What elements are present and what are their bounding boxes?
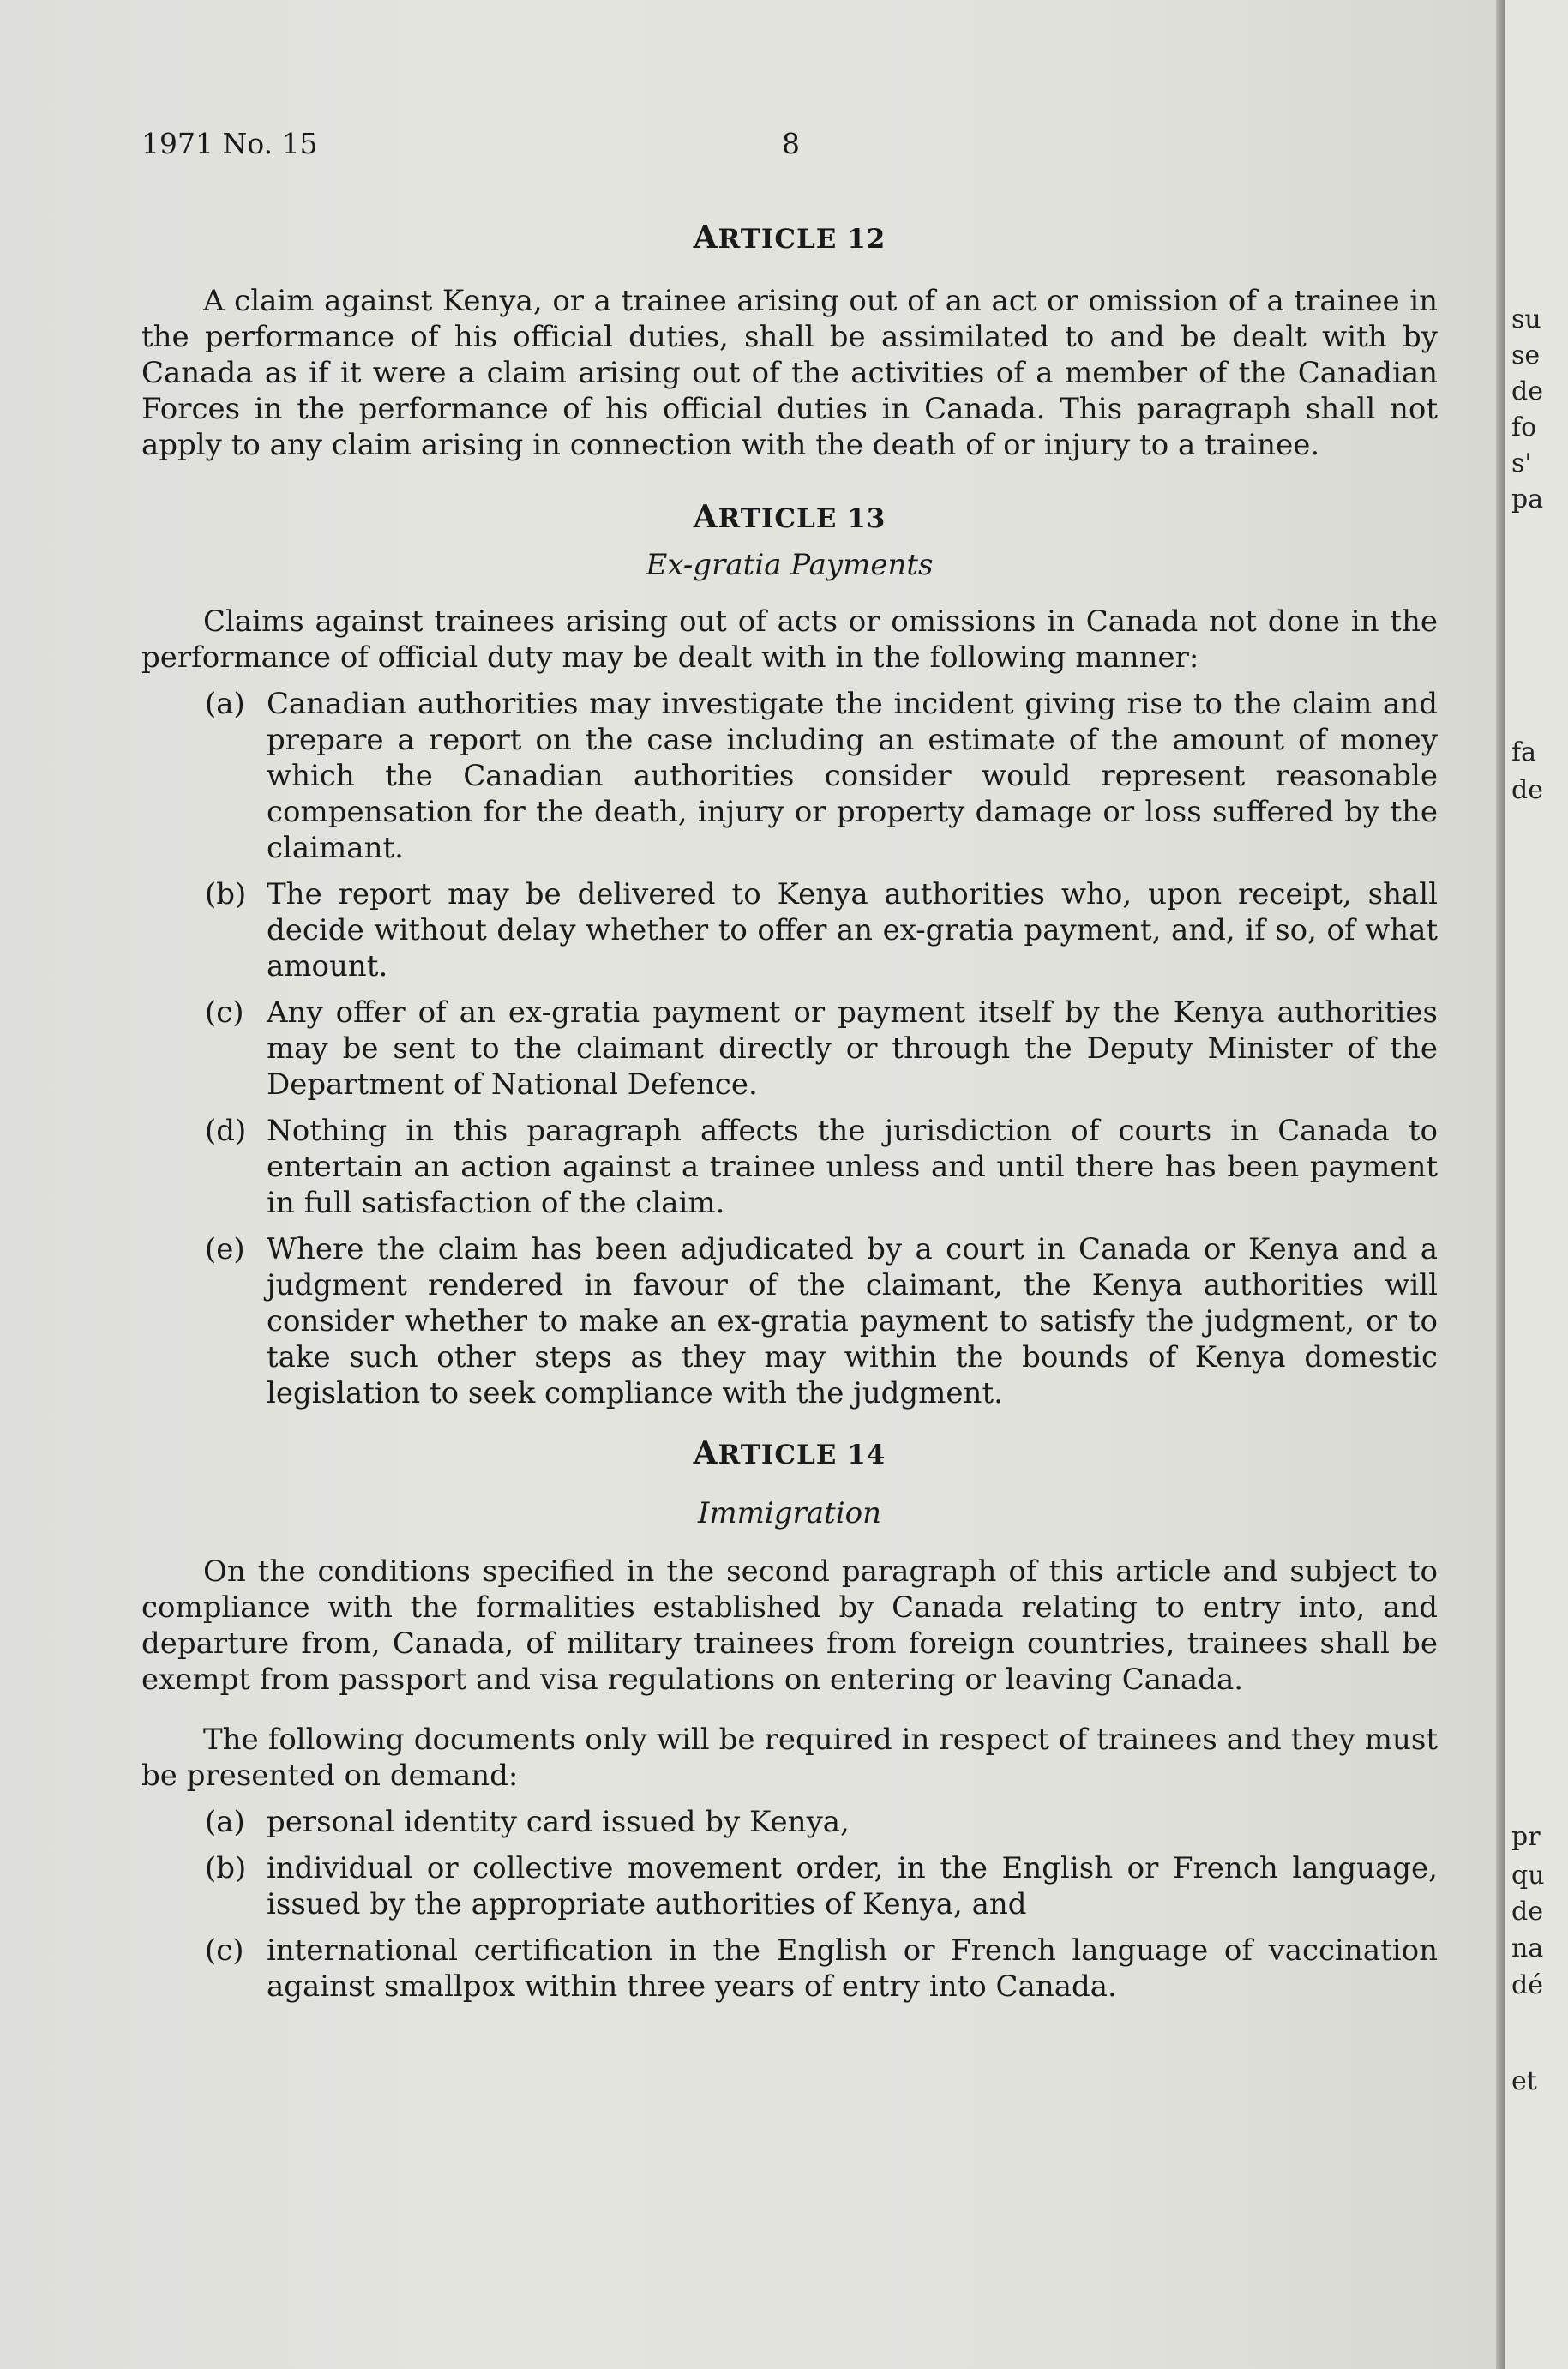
item-label: (b) [205,877,247,911]
list-item [141,686,1438,866]
facing-text-fragment: fa [1511,737,1536,767]
facing-text-fragment: pr [1511,1822,1541,1852]
facing-text-fragment: et [1511,2066,1537,2096]
page-number: 8 [782,127,800,160]
list-item [141,1850,1438,1922]
list-item [141,876,1438,984]
item-text: The report may be delivered to Kenya authorities who, upon receipt, shall decide without delay whether to offer an ex-gratia payment, and, if so, of what amount. [267,877,1438,983]
facing-text-fragment: s' [1511,448,1532,478]
page-body [141,219,1438,2005]
facing-text-fragment: de [1511,1897,1543,1927]
list-item [141,1804,1438,1840]
item-label: (e) [205,1232,245,1266]
item-text: Canadian authorities may investigate the incident giving rise to the claim and prepare a report on the case including an estimate of the amount of money which the Canadian authorities consider would represent reasonable compensation for the death, injury or property damage or loss suffered by the claimant. [267,687,1438,865]
item-text: Nothing in this paragraph affects the jurisdiction of courts in Canada to entertain an action against a trainee unless and until there has been payment in full satisfaction of the claim. [267,1114,1438,1220]
facing-text-fragment: na [1511,1933,1544,1963]
item-text: Where the claim has been adjudicated by a court in Canada or Kenya and a judgment rendered in favour of the claimant, the Kenya authorities will consider whether to make an ex-gratia payment to satisfy the judgment, or to take such other steps as they may within the bounds of Kenya domestic legislation to seek compliance with the judgment. [267,1232,1438,1410]
article-13-intro: Claims against trainees arising out of acts or omissions in Canada not done in the performance of official duty may be dealt with in the following manner: [141,604,1438,675]
facing-text-fragment: pa [1511,484,1544,514]
article-13-heading: ARTICLE 13 [693,499,886,535]
facing-text-fragment: su [1511,304,1541,334]
facing-text-fragment: dé [1511,1970,1543,2000]
item-label: (a) [205,1805,245,1839]
facing-page-edge [1505,0,1568,2369]
item-label: (c) [205,995,244,1030]
item-text: individual or collective movement order, in the English or French language, issued by the appropriate authorities of Kenya, and [267,1851,1438,1921]
facing-text-fragment: qu [1511,1861,1545,1891]
item-text: international certification in the English or French language of vaccination against smallpox within three years of entry into Canada. [267,1933,1438,2004]
year-number: 1971 No. 15 [141,127,318,160]
item-label: (d) [205,1114,247,1148]
item-text: personal identity card issued by Kenya, [267,1805,850,1839]
article-14-list [141,1804,1438,2005]
facing-text-fragment: de [1511,376,1543,406]
article-12-text: A claim against Kenya, or a trainee arising out of an act or omission of a trainee in the performance of his official duties, shall be assimilated to and be dealt with by Canada as if it were a claim arising out of the activities of a member of the Canadian Forces in the performance of his official duties in Canada. This paragraph shall not apply to any claim arising in connection with the death of or injury to a trainee. [141,284,1438,462]
article-14-para-2: The following documents only will be required in respect of trainees and they must be presented on demand: [141,1723,1438,1793]
facing-text-fragment: fo [1511,412,1537,442]
list-item [141,1113,1438,1221]
facing-text-fragment: de [1511,775,1543,805]
article-14-para-1: On the conditions specified in the second paragraph of this article and subject to compliance with the formalities established by Canada relating to entry into, and departure from, Canada, of military trainees from foreign countries, trainees shall be exempt from passport and visa regulations on entering or leaving Canada. [141,1554,1438,1697]
list-item [141,1933,1438,2005]
article-13-list [141,686,1438,1411]
article-12-heading: ARTICLE 12 [693,219,886,256]
item-label: (c) [205,1933,244,1968]
book-gutter [1496,0,1505,2369]
article-14-subheading: Immigration [698,1496,881,1530]
item-label: (a) [205,687,245,721]
article-14-heading: ARTICLE 14 [693,1435,886,1471]
list-item [141,1231,1438,1411]
page-header [141,127,1445,165]
facing-text-fragment: se [1511,340,1541,370]
list-item [141,995,1438,1103]
item-text: Any offer of an ex-gratia payment or payment itself by the Kenya authorities may be sent to the claimant directly or through the Deputy Minister of the Department of National Defence. [267,995,1438,1102]
article-13-subheading: Ex-gratia Payments [646,548,934,582]
item-label: (b) [205,1851,247,1885]
